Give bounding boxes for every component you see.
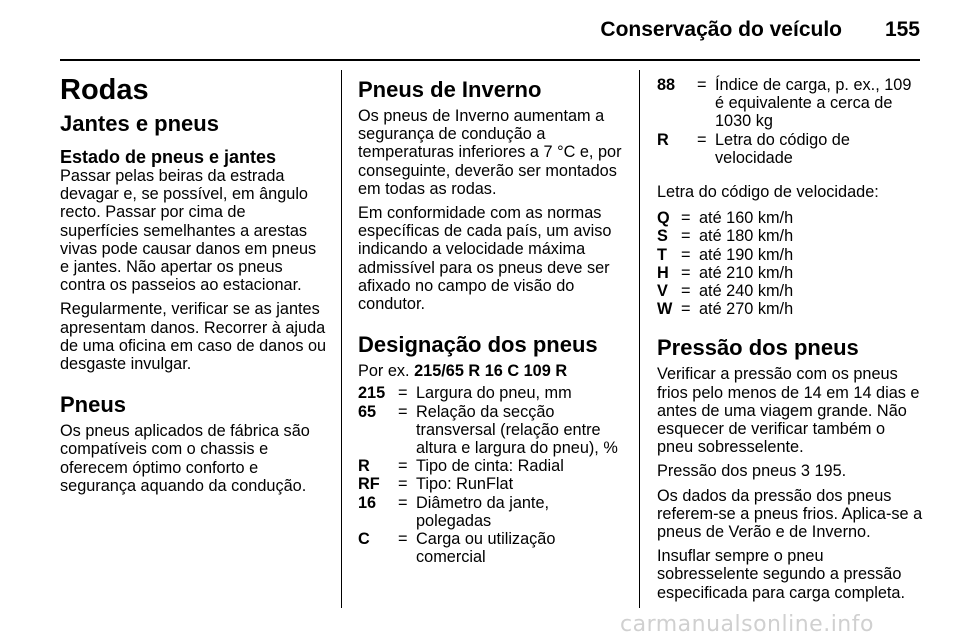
description: até 240 km/h <box>699 282 794 301</box>
list-item: W = até 270 km/h <box>657 300 923 318</box>
speed-code-list <box>657 209 923 318</box>
paragraph: Em conformidade com as normas específicas de cada país, um aviso indicando a velocidade máxima admissível para os pneus deve ser afixado no campo de visão do condutor. <box>358 204 612 314</box>
list-item: 65 = Relação da secção transversal (relação entre altura e largura do pneu), % <box>358 403 626 458</box>
example-line <box>358 362 626 380</box>
header-title: Conservação do veículo <box>600 18 842 41</box>
code: RF <box>358 475 380 494</box>
paragraph: Verificar a pressão com os pneus frios pelo menos de 14 em 14 dias e antes de uma viagem grande. Não esquecer de verificar também o pneu sobresselente. <box>657 365 920 457</box>
column-2 <box>358 70 626 566</box>
column-1 <box>60 70 328 501</box>
description: Letra do código de velocidade <box>715 130 850 167</box>
code: 88 <box>657 76 676 94</box>
paragraph: Letra do código de velocidade: <box>657 183 879 202</box>
paragraph: Os pneus de Inverno aumentam a segurança de condução a temperaturas inferiores a 7 °C e, por conseguinte, deverão ser montados em todas as rodas. <box>358 107 622 198</box>
paragraph: Os pneus aplicados de fábrica são compatíveis com o chassis e oferecem óptimo conforto e segurança aquando da condução. <box>60 422 310 495</box>
column-3 <box>657 70 923 608</box>
list-item: V = até 240 km/h <box>657 282 923 300</box>
list-item: S = até 180 km/h <box>657 227 923 245</box>
designation-list-continued <box>657 76 923 167</box>
code: Q <box>657 209 670 228</box>
list-item: Q = até 160 km/h <box>657 209 923 227</box>
list-item: RF = Tipo: RunFlat <box>358 475 626 493</box>
designation-list <box>358 384 626 566</box>
code: R <box>657 130 669 149</box>
list-item: C = Carga ou utilização comercial <box>358 530 626 566</box>
header-rule <box>60 59 920 61</box>
subsection-title: Pressão dos pneus <box>657 335 859 361</box>
code: C <box>358 530 370 549</box>
description: Largura do pneu, mm <box>416 384 572 403</box>
code: 65 <box>358 402 377 421</box>
example-prefix: Por ex. <box>358 362 415 381</box>
watermark: carmanualsonline.info <box>620 612 874 637</box>
description: até 180 km/h <box>699 227 794 246</box>
list-item: R = Tipo de cinta: Radial <box>358 457 626 475</box>
code: 215 <box>358 384 386 403</box>
subsection-title: Designação dos pneus <box>358 332 598 358</box>
example-code: 215/65 R 16 C 109 R <box>414 362 568 381</box>
description: até 210 km/h <box>699 263 794 282</box>
topic-title: Estado de pneus e jantes <box>60 147 277 167</box>
subsection-title: Jantes e pneus <box>60 111 219 136</box>
code: T <box>657 245 667 264</box>
code: W <box>657 300 673 319</box>
paragraph: Insuflar sempre o pneu sobresselente segundo a pressão especificada para carga completa. <box>657 547 905 602</box>
description: Tipo: RunFlat <box>416 475 514 494</box>
code: H <box>657 263 669 282</box>
list-item: R = Letra do código de velocidade <box>657 131 923 167</box>
list-item: 88 = Índice de carga, p. ex., 109 é equivalente a cerca de 1030 kg <box>657 76 923 131</box>
page-header <box>0 0 960 62</box>
list-item: 16 = Diâmetro da jante, polegadas <box>358 494 626 530</box>
section-title: Rodas <box>60 74 149 106</box>
paragraph: Passar pelas beiras da estrada devagar e, se possível, em ângulo recto. Passar por cima de superfícies semelhantes a arestas vivas pode causar danos em pneus e jantes. Não apertar os pneus contra os passeios ao estacionar. <box>60 167 317 295</box>
column-divider <box>639 70 640 608</box>
description: Tipo de cinta: Radial <box>416 457 564 476</box>
list-item: T = até 190 km/h <box>657 246 923 264</box>
column-divider <box>341 70 342 608</box>
paragraph: Os dados da pressão dos pneus referem-se a pneus frios. Aplica-se a pneus de Verão e de Inverno. <box>657 486 923 542</box>
list-item: H = até 210 km/h <box>657 264 923 282</box>
page-number: 155 <box>884 18 920 41</box>
code: 16 <box>358 493 377 512</box>
description: até 160 km/h <box>699 209 794 228</box>
description: Carga ou utilização comercial <box>416 530 556 567</box>
description: até 190 km/h <box>699 245 794 264</box>
cross-reference[interactable]: Pressão dos pneus 3 195. <box>657 462 847 481</box>
description: Diâmetro da jante, polegadas <box>416 493 550 530</box>
code: S <box>657 227 668 246</box>
code: V <box>657 282 668 301</box>
description: até 270 km/h <box>699 300 794 319</box>
code: R <box>358 457 370 476</box>
list-item: 215 = Largura do pneu, mm <box>358 384 626 402</box>
paragraph: Regularmente, verificar se as jantes apresentam danos. Recorrer à ajuda de uma oficina em caso de danos ou desgaste invulgar. <box>60 300 327 374</box>
subsection-title: Pneus <box>60 392 127 418</box>
description: Índice de carga, p. ex., 109 é equivalente a cerca de 1030 kg <box>715 76 912 131</box>
description: Relação da secção transversal (relação entre altura e largura do pneu), % <box>416 402 618 458</box>
subsection-title: Pneus de Inverno <box>358 77 542 102</box>
